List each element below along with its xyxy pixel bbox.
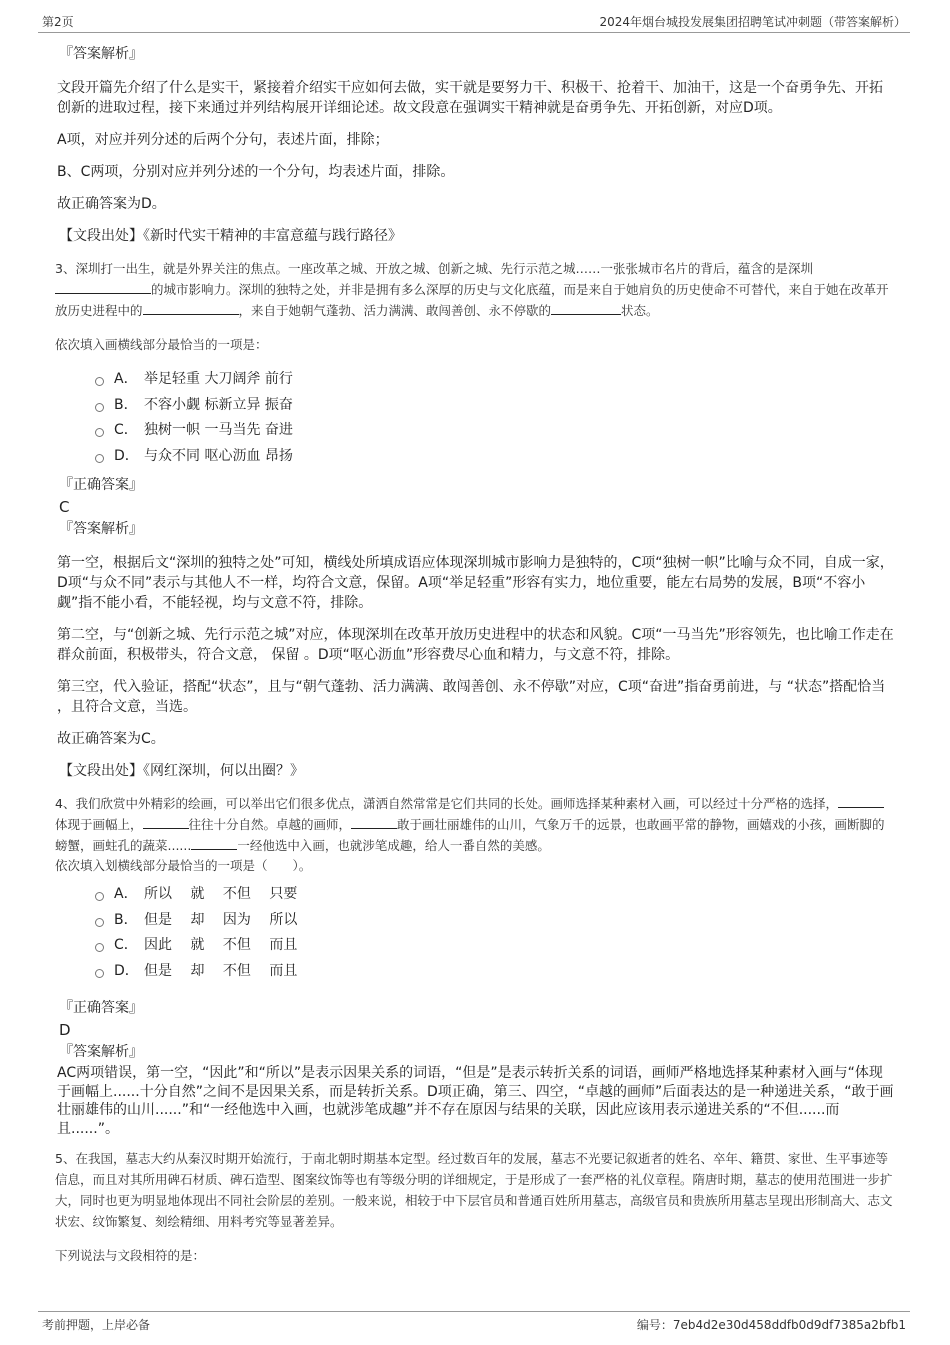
page-header [38,10,910,33]
radio-button[interactable] [95,428,104,437]
radio-button[interactable] [95,943,104,952]
q4-blank-4 [191,835,237,850]
q4-option-d[interactable]: D． 但是 却 不但 而且 [95,959,895,985]
q4-analysis-label: 『答案解析』 [59,1044,143,1060]
q2-analysis-label: 『答案解析』 [59,46,143,62]
q2-source: 【文段出处】《新时代实干精神的丰富意蕴与践行路径》 [59,228,402,244]
q3-analysis-para-2: 第二空，与“创新之城、先行示范之城”对应，体现深圳在改革开放历史进程中的状态和风貌。C项“一马当先”形容领先，也比喻工作走在群众前面，积极带头，符合文意， 保留 。D项“呕心沥血”形容费尽心血和精力，与文意不符，排除。 [57,627,894,663]
document-code: 编号：7eb4d2e30d458ddfb0d9df7385a2bfb1 [636,1318,906,1332]
q3-option-a[interactable]: A． 举足轻重 大刀阔斧 前行 [95,367,895,393]
q4-prompt: 依次填入划横线部分最恰当的一项是（ ）。 [55,858,312,873]
q3-analysis-para-1: 第一空，根据后文“深圳的独特之处”可知，横线处所填成语应体现深圳城市影响力是独特的，C项“独树一帜”比喻与众不同，自成一家，D项“与众不同”表示与其他人不一样，均符合文意，保留。A项“举足轻重”形容有实力，地位重要，能左右局势的发展，B项“不容小觑”指不能小看，不能轻视，均与文意不符，排除。 [57,555,894,611]
q3-options [95,367,895,469]
q4-answer-label: 『正确答案』 [59,1000,143,1016]
q4-option-a[interactable]: A． 所以 就 不但 只要 [95,882,895,908]
radio-button[interactable] [95,969,104,978]
q3-answer: C [59,498,70,516]
radio-button[interactable] [95,454,104,463]
q4-option-b[interactable]: B． 但是 却 因为 所以 [95,908,895,934]
q3-analysis-para-3: 第三空，代入验证，搭配“状态”，且与“朝气蓬勃、活力满满、敢闯善创、永不停歇”对应，C项“奋进”指奋勇前进，与 “状态”搭配恰当 ，且符合文意，当选。 [57,679,886,715]
radio-button[interactable] [95,403,104,412]
q3-analysis-para-4: 故正确答案为C。 [57,731,165,747]
document-title: 2024年烟台城投发展集团招聘笔试冲刺题（带答案解析） [599,15,906,29]
q4-question-text: 4、我们欣赏中外精彩的绘画，可以举出它们很多优点，潇洒自然常常是它们共同的长处。画师选择某种素材入画，可以经过十分严格的选择，体现于画幅上， 往往十分自然。卓越的画师， 敢于画壮丽雄伟的山川，气象万千的远景，也敢画平常的静物，画嬉戏的小孩，画断脚的螃蟹，画蛀孔的蔬菜...... 一经他选中入画，也就涉笔成趣，给人一番自然的美感。 [55,793,895,856]
q2-analysis-para-4: 故正确答案为D。 [57,196,166,212]
q3-answer-label: 『正确答案』 [59,477,143,493]
q4-options [95,882,895,984]
q3-analysis-label: 『答案解析』 [59,521,143,537]
q3-option-b[interactable]: B． 不容小觑 标新立异 振奋 [95,393,895,419]
footer-slogan: 考前押题，上岸必备 [42,1318,151,1332]
q3-question-text: 3、深圳打一出生，就是外界关注的焦点。一座改革之城、开放之城、创新之城、先行示范之城……一张张城市名片的背后，蕴含的是深圳的城市影响力。深圳的独特之处，并非是拥有多么深厚的历史与文化底蕴，而是来自于她肩负的历史使命不可替代，来自于她在改革开放历史进程中的 ，来自于她朝气蓬勃、活力满满、敢闯善创、永不停歇的 状态。 [55,261,889,318]
q2-analysis-para-1: 文段开篇先介绍了什么是实干，紧接着介绍实干应如何去做，实干就是要努力干、积极干、抢着干、加油干，这是一个奋勇争先、开拓创新的进取过程，接下来通过并列结构展开详细论述。故文段意在强调实干精神就是奋勇争先、开拓创新，对应D项。 [57,80,883,116]
q3-blank-2 [143,300,239,315]
q4-analysis: AC两项错误，第一空，“因此”和“所以”是表示因果关系的词语，“但是”是表示转折关系的词语，画师严格地选择某种素材入画与“体现于画幅上......十分自然”之间不是因果关系，而是转折关系。D项正确，第三、四空，“卓越的画师”后面表达的是一种递进关系，“敢于画壮丽雄伟的山川......”和“一经他选中入画，也就涉笔成趣”并不存在原因与结果的关联，因此应该用表示递进关系的“不但......而且......”。 [57,1065,894,1137]
q3-option-c[interactable]: C． 独树一帜 一马当先 奋进 [95,418,895,444]
radio-button[interactable] [95,892,104,901]
q2-analysis-para-3: B、C两项，分别对应并列分述的一个分句，均表述片面，排除。 [57,164,455,180]
q3-prompt: 依次填入画横线部分最恰当的一项是： [55,337,268,352]
q3-blank-1 [55,279,151,294]
q4-answer: D [59,1021,71,1039]
radio-button[interactable] [95,918,104,927]
page-footer [38,1311,910,1336]
q2-analysis-para-2: A项，对应并列分述的后两个分句，表述片面，排除； [57,132,389,148]
page-number: 第2页 [42,15,74,29]
q5-prompt: 下列说法与文段相符的是： [55,1248,206,1263]
q4-blank-2 [143,814,189,829]
q4-blank-1 [838,793,884,808]
q4-blank-3 [351,814,397,829]
q3-blank-3 [551,300,621,315]
q3-source: 【文段出处】《网红深圳，何以出圈？》 [59,763,304,779]
q5-question-text: 5、在我国，墓志大约从秦汉时期开始流行，于南北朝时期基本定型。经过数百年的发展，墓志不光要记叙逝者的姓名、卒年、籍贯、家世、生平事迹等信息，而且对其所用碑石材质、碑石造型、图案纹饰等也有等级分明的详细规定，于是形成了一套严格的礼仪章程。隋唐时期，墓志的使用范围进一步扩大，同时也更为明显地体现出不同社会阶层的差别。一般来说，相较于中下层官员和普通百姓所用墓志，高级官员和贵族所用墓志呈现出形制高大、志文状宏、纹饰繁复、刻绘精细、用料考究等显著差异。 [55,1151,893,1229]
radio-button[interactable] [95,377,104,386]
main-content [55,44,895,1278]
q3-option-d[interactable]: D． 与众不同 呕心沥血 昂扬 [95,444,895,470]
q4-option-c[interactable]: C． 因此 就 不但 而且 [95,933,895,959]
